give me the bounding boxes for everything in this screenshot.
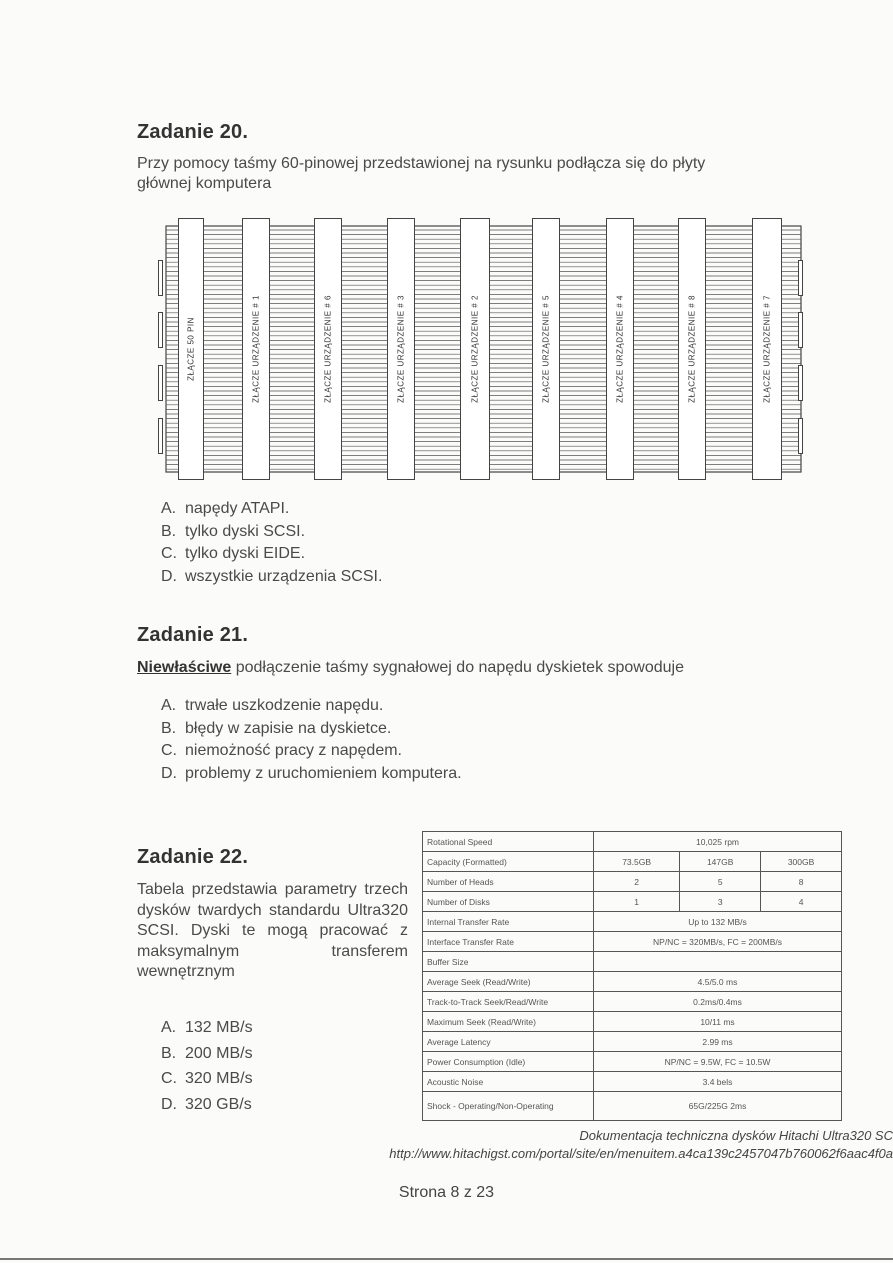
- task-20-options: [161, 498, 382, 588]
- ribbon-connector: [242, 218, 270, 480]
- spec-value: 4: [761, 892, 842, 912]
- table-row: [423, 1072, 842, 1092]
- table-row: [423, 892, 842, 912]
- spec-value: NP/NC = 9.5W, FC = 10.5W: [594, 1052, 842, 1072]
- table-row: [423, 1012, 842, 1032]
- connector-label: ZŁĄCZE URZĄDZENIE # 2: [470, 295, 480, 403]
- spec-value: 73.5GB: [594, 852, 680, 872]
- table-row: [423, 1052, 842, 1072]
- spec-value: 8: [761, 872, 842, 892]
- disk-spec-table: [422, 831, 842, 1121]
- spec-label: Track-to-Track Seek/Read/Write: [423, 992, 594, 1012]
- task-20-question: Przy pomocy taśmy 60-pinowej przedstawionej na rysunku podłącza się do płyty głównej komputera: [137, 155, 706, 192]
- table-row: [423, 1092, 842, 1121]
- spec-label: Average Latency: [423, 1032, 594, 1052]
- spec-value: Up to 132 MB/s: [594, 912, 842, 932]
- table-row: [423, 1032, 842, 1052]
- option-d[interactable]: D. 320 GB/s: [161, 1095, 252, 1113]
- spec-value: 10,025 rpm: [594, 832, 842, 852]
- spec-label: Maximum Seek (Read/Write): [423, 1012, 594, 1032]
- spec-value: 2.99 ms: [594, 1032, 842, 1052]
- spec-value: NP/NC = 320MB/s, FC = 200MB/s: [594, 932, 842, 952]
- option-d[interactable]: D. problemy z uruchomieniem komputera.: [161, 764, 462, 782]
- task-21-title: Zadanie 21.: [137, 624, 249, 646]
- scsi-ribbon-cable-diagram: [160, 214, 807, 484]
- spec-label: Average Seek (Read/Write): [423, 972, 594, 992]
- spec-value: 1: [594, 892, 680, 912]
- spec-value: [594, 952, 842, 972]
- right-ear: [798, 365, 803, 401]
- ribbon-connector: [752, 218, 782, 480]
- option-a[interactable]: A. trwałe uszkodzenie napędu.: [161, 697, 384, 714]
- ribbon-connector: [460, 218, 490, 480]
- spec-label: Power Consumption (Idle): [423, 1052, 594, 1072]
- connector-label: ZŁĄCZE URZĄDZENIE # 5: [541, 295, 551, 403]
- task-22-title: Zadanie 22.: [137, 846, 249, 868]
- task-20-title: Zadanie 20.: [137, 121, 249, 143]
- option-d[interactable]: D. wszystkie urządzenia SCSI.: [161, 567, 383, 585]
- spec-value: 300GB: [761, 852, 842, 872]
- table-row: [423, 992, 842, 1012]
- spec-label: Internal Transfer Rate: [423, 912, 594, 932]
- connector-label: ZŁĄCZE URZĄDZENIE # 4: [615, 295, 625, 403]
- source-caption: Dokumentacja techniczna dysków Hitachi Ultra320 SC: [579, 1128, 893, 1143]
- connector-label: ZŁĄCZE URZĄDZENIE # 6: [323, 295, 333, 403]
- connector-label: ZŁĄCZE URZĄDZENIE # 1: [251, 295, 261, 403]
- left-ear: [158, 312, 163, 348]
- spec-label: Rotational Speed: [423, 832, 594, 852]
- table-row: [423, 852, 842, 872]
- spec-label: Buffer Size: [423, 952, 594, 972]
- option-c[interactable]: C. tylko dyski EIDE.: [161, 545, 306, 562]
- option-c[interactable]: C. niemożność pracy z napędem.: [161, 742, 402, 759]
- source-url: http://www.hitachigst.com/portal/site/en/menuitem.a4ca139c2457047b760062f6aac4f0a: [389, 1146, 893, 1161]
- task-22-question: Tabela przedstawia parametry trzech dysków twardych standardu Ultra320 SCSI. Dyski te mogą pracować z maksymalnym transferem wewnętrznym: [137, 881, 408, 980]
- option-a[interactable]: A. napędy ATAPI.: [161, 500, 290, 517]
- option-c[interactable]: C. 320 MB/s: [161, 1070, 253, 1087]
- spec-value: 10/11 ms: [594, 1012, 842, 1032]
- spec-label: Interface Transfer Rate: [423, 932, 594, 952]
- spec-value: 65G/225G 2ms: [594, 1092, 842, 1121]
- spec-value: 0.2ms/0.4ms: [594, 992, 842, 1012]
- page-bottom-rule: [0, 1258, 893, 1260]
- option-a[interactable]: A. 132 MB/s: [161, 1019, 253, 1036]
- table-row: [423, 932, 842, 952]
- ribbon-connector: [606, 218, 634, 480]
- option-b[interactable]: B. błędy w zapisie na dyskietce.: [161, 719, 392, 737]
- right-ear: [798, 260, 803, 296]
- ribbon-connector: [387, 218, 415, 480]
- table-row: [423, 872, 842, 892]
- task-22-options: [161, 1015, 253, 1117]
- task-21-options: [161, 695, 462, 785]
- left-ear: [158, 418, 163, 454]
- spec-value: 3.4 bels: [594, 1072, 842, 1092]
- spec-label: Number of Heads: [423, 872, 594, 892]
- table-row: [423, 952, 842, 972]
- table-row: [423, 832, 842, 852]
- spec-label: Shock - Operating/Non-Operating: [423, 1092, 594, 1121]
- spec-value: 4.5/5.0 ms: [594, 972, 842, 992]
- table-row: [423, 912, 842, 932]
- connector-label: ZŁĄCZE 50 PIN: [186, 317, 196, 381]
- page-number: Strona 8 z 23: [398, 1184, 495, 1201]
- ribbon-connector: [532, 218, 560, 480]
- left-ear: [158, 365, 163, 401]
- right-ear: [798, 312, 803, 348]
- ribbon-connector: [678, 218, 706, 480]
- ribbon-connector: [314, 218, 342, 480]
- spec-label: Capacity (Formatted): [423, 852, 594, 872]
- option-b[interactable]: B. tylko dyski SCSI.: [161, 522, 306, 540]
- right-ear: [798, 418, 803, 454]
- connector-label: ZŁĄCZE URZĄDZENIE # 7: [762, 295, 772, 403]
- spec-value: 3: [680, 892, 761, 912]
- spec-value: 2: [594, 872, 680, 892]
- option-b[interactable]: B. 200 MB/s: [161, 1044, 253, 1062]
- connector-label: ZŁĄCZE URZĄDZENIE # 8: [687, 295, 697, 403]
- spec-label: Number of Disks: [423, 892, 594, 912]
- connector-label: ZŁĄCZE URZĄDZENIE # 3: [396, 295, 406, 403]
- left-ear: [158, 260, 163, 296]
- spec-value: 147GB: [680, 852, 761, 872]
- spec-label: Acoustic Noise: [423, 1072, 594, 1092]
- table-row: [423, 972, 842, 992]
- task-21-question: Niewłaściwe podłączenie taśmy sygnałowej do napędu dyskietek spowoduje: [137, 659, 685, 676]
- spec-value: 5: [680, 872, 761, 892]
- ribbon-connector: [178, 218, 204, 480]
